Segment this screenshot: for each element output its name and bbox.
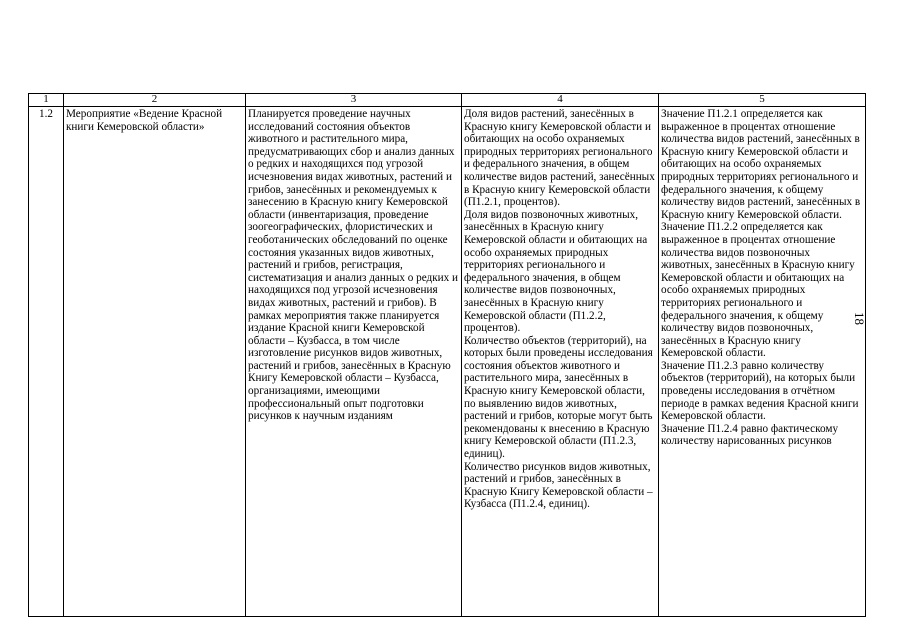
table-row bbox=[29, 107, 866, 617]
column-header-2: 2 bbox=[64, 94, 246, 107]
page-number: 18 bbox=[852, 312, 867, 325]
measure-name: Мероприятие «Ведение Красной книги Кемеровской области» bbox=[64, 107, 246, 617]
measure-description: Планируется проведение научных исследований состояния объектов животного и растительного мира, предусматривающих сбор и анализ данных о редких и находящихся под угрозой исчезновения видах животных, растений и грибов, занесённых и рекомендуемых к занесению в Красную книгу Кемеровской области (инвентаризация, проведение зоогеографических, флористических и геоботанических обследований по оценке состояния указанных видов животных, растений и грибов, регистрация, систематизация и анализ данных о редких и находящихся под угрозой исчезновения видах животных, растений и грибов). В рамках мероприятия также планируется издание Красной книги Кемеровской области – Кузбасса, в том числе изготовление рисунков видов животных, растений и грибов, занесённых в Красную Книгу Кемеровской области – Кузбасса, организациями, имеющими профессиональный опыт подготовки рисунков к научным изданиям bbox=[246, 107, 462, 617]
calculation-method: Значение П1.2.1 определяется как выраженное в процентах отношение количества видов растений, занесённых в Красную книгу Кемеровской области и обитающих на особо охраняемых природных территориях регионального и федерального значения, к общему количеству видов растений, занесённых в Красную книгу Кемеровской области. Значение П1.2.2 определяется как выраженное в процентах отношение количества видов позвоночных животных, занесённых в Красную книгу Кемеровской области и обитающих на особо охраняемых природных территориях регионального и федерального значения, к общему количеству видов позвоночных, занесённых в Красную книгу Кемеровской области. Значение П1.2.3 равно количеству объектов (территорий), на которых были проведены исследования в отчётном периоде в рамках ведения Красной книги Кемеровской области. Значение П1.2.4 равно фактическому количеству нарисованных рисунков bbox=[659, 107, 866, 617]
column-header-5: 5 bbox=[659, 94, 866, 107]
column-header-4: 4 bbox=[462, 94, 659, 107]
column-header-3: 3 bbox=[246, 94, 462, 107]
indicator-list: Доля видов растений, занесённых в Красную книгу Кемеровской области и обитающих на особо охраняемых природных территориях регионального и федерального значения, в общем количестве видов растений, занесённых в Красную книгу Кемеровской области (П1.2.1, процентов). Доля видов позвоночных животных, занесённых в Красную книгу Кемеровской области и обитающих на особо охраняемых природных территориях регионального и федерального значения, в общем количестве видов позвоночных, занесённых в Красную книгу Кемеровской области (П1.2.2, процентов). Количество объектов (территорий), на которых были проведены исследования состояния объектов животного и растительного мира, занесённых в Красную книгу Кемеровской области, по выявлению видов животных, растений и грибов, которые могут быть рекомендованы к внесению в Красную книгу Кемеровской области (П1.2.3, единиц). Количество рисунков видов животных, растений и грибов, занесённых в Красную Книгу Кемеровской области – Кузбасса (П1.2.4, единиц). bbox=[462, 107, 659, 617]
program-table bbox=[28, 93, 866, 617]
row-number: 1.2 bbox=[29, 107, 64, 617]
column-header-1: 1 bbox=[29, 94, 64, 107]
header-row bbox=[29, 94, 866, 107]
